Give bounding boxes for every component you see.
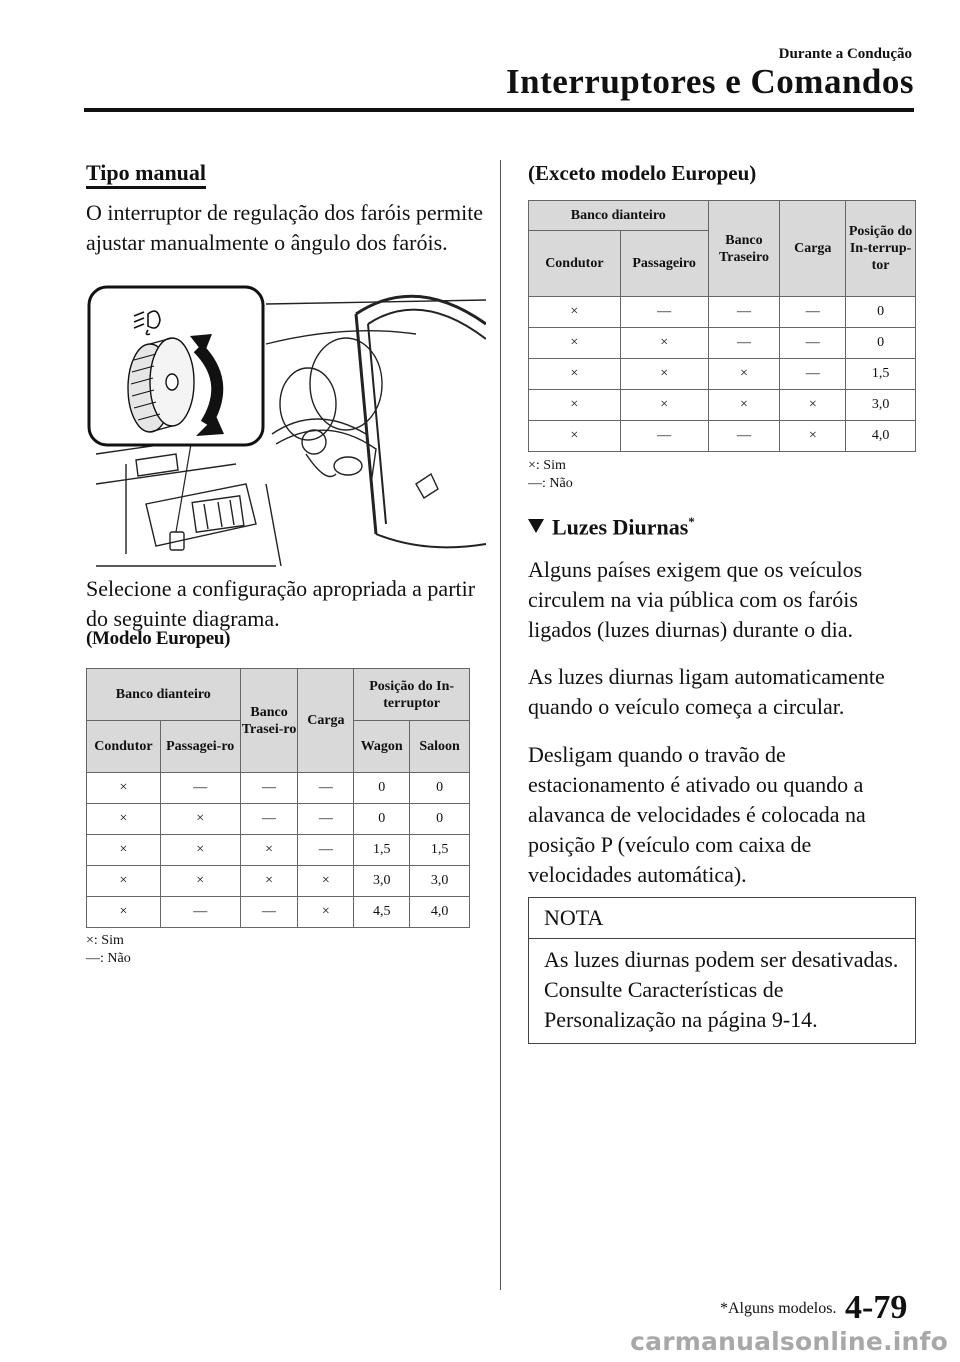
cell: × [780,421,846,452]
footnote-marker: * [688,514,695,529]
section-heading-daytime-lights [528,514,695,540]
intro-paragraph: O interruptor de regulação dos faróis permite ajustar manualmente o ângulo dos faróis. [86,200,484,255]
cell: × [620,328,708,359]
table-row [529,328,916,359]
cell: 0 [846,328,916,359]
cell: — [298,835,354,866]
cell: 0 [354,804,410,835]
table-row [529,421,916,452]
table-row [529,359,916,390]
cell: — [780,328,846,359]
cell: × [620,359,708,390]
cell: — [708,297,780,328]
legend-europe [86,932,131,968]
header-passenger: Passagei-ro [160,721,240,773]
note-title: NOTA [529,898,915,939]
cell: — [240,804,298,835]
header-switch-position: Posição do In-terruptor [354,669,470,721]
cell: × [708,390,780,421]
cell: 4,0 [410,897,470,928]
legend-no: —: Não [86,951,131,966]
cell: — [160,897,240,928]
cell: 0 [846,297,916,328]
cell: — [160,773,240,804]
cell: — [708,328,780,359]
setting-table-europe [86,668,470,928]
cell: 1,5 [354,835,410,866]
cell: 0 [410,773,470,804]
cell: 3,0 [354,866,410,897]
instruction-paragraph: Selecione a configuração apropriada a partir do seguinte diagrama. [86,576,476,631]
cell: 1,5 [410,835,470,866]
paragraph: Alguns países exigem que os veículos circulem na via pública com os faróis ligados (luzes diurnas) durante o dia. [528,557,863,642]
header-rear-seat: Banco Trasei-ro [240,669,298,773]
header-driver: Condutor [87,721,161,773]
header-rear-seat: Banco Traseiro [708,201,780,297]
table-row [87,866,470,897]
table-row [87,804,470,835]
header-load: Carga [298,669,354,773]
table-caption-non-europe: (Exceto modelo Europeu) [528,161,757,185]
header-front-seat: Banco dianteiro [529,201,709,231]
section-heading-text: Luzes Diurnas [552,514,689,540]
page-title: Interruptores e Comandos [505,62,914,101]
cell: 4,5 [354,897,410,928]
cell: — [780,297,846,328]
table-row [87,835,470,866]
table-row [529,297,916,328]
header-rule [84,108,914,112]
setting-table-non-europe [528,200,916,452]
footnote: *Alguns modelos. [720,1300,837,1317]
cell: × [780,390,846,421]
cell: × [529,421,621,452]
cell: × [529,359,621,390]
legend-no: —: Não [528,476,573,491]
paragraph: As luzes diurnas ligam automaticamente quando o veículo começa a circular. [528,664,885,719]
subsection-heading-text: Tipo manual [86,160,206,189]
cell: 3,0 [410,866,470,897]
cell: × [240,866,298,897]
header-saloon: Saloon [410,721,470,773]
cell: × [298,897,354,928]
table-row [529,390,916,421]
paragraph: Desligam quando o travão de estacionamento é ativado ou quando a alavanca de velocidades é colocada na posição P (veículo com caixa de velocidades automática). [528,742,866,887]
triangle-bullet-icon [528,519,544,533]
note-line: As luzes diurnas podem ser desativadas. [544,947,899,972]
header-driver: Condutor [529,231,621,297]
table-caption-europe: (Modelo Europeu) [86,628,231,649]
table-row [87,897,470,928]
header-load: Carga [780,201,846,297]
cell: × [87,773,161,804]
cell: — [620,297,708,328]
cell: × [529,390,621,421]
table-row [87,773,470,804]
cell: — [298,773,354,804]
section-label: Durante a Condução [778,46,912,62]
subsection-heading [86,160,206,186]
cell: × [160,804,240,835]
note-body [529,939,915,1043]
note-box [528,897,916,1044]
cell: × [708,359,780,390]
cell: × [160,866,240,897]
cell: × [87,804,161,835]
column-divider [500,160,501,1290]
cell: — [708,421,780,452]
cell: — [240,773,298,804]
cell: × [87,897,161,928]
cell: 3,0 [846,390,916,421]
headlight-leveling-illustration [86,284,486,570]
cell: 4,0 [846,421,916,452]
cell: × [240,835,298,866]
page-number: 4-79 [845,1289,908,1326]
legend-yes: ×: Sim [528,458,566,473]
header-passenger: Passageiro [620,231,708,297]
cell: 1,5 [846,359,916,390]
cell: — [240,897,298,928]
cell: 0 [410,804,470,835]
header-switch-position: Posição do In-terrup-tor [846,201,916,297]
legend-non-europe [528,457,573,493]
cell: × [529,297,621,328]
header-wagon: Wagon [354,721,410,773]
cell: — [620,421,708,452]
legend-yes: ×: Sim [86,933,124,948]
cell: × [87,835,161,866]
cell: 0 [354,773,410,804]
cell: × [529,328,621,359]
note-line: Consulte Características de Personalização na página 9-14. [544,977,818,1032]
cell: — [780,359,846,390]
cell: × [620,390,708,421]
cell: × [87,866,161,897]
cell: — [298,804,354,835]
header-front-seat: Banco dianteiro [87,669,241,721]
cell: × [160,835,240,866]
watermark-link[interactable]: carmanualsonline.info [630,1327,948,1356]
cell: × [298,866,354,897]
